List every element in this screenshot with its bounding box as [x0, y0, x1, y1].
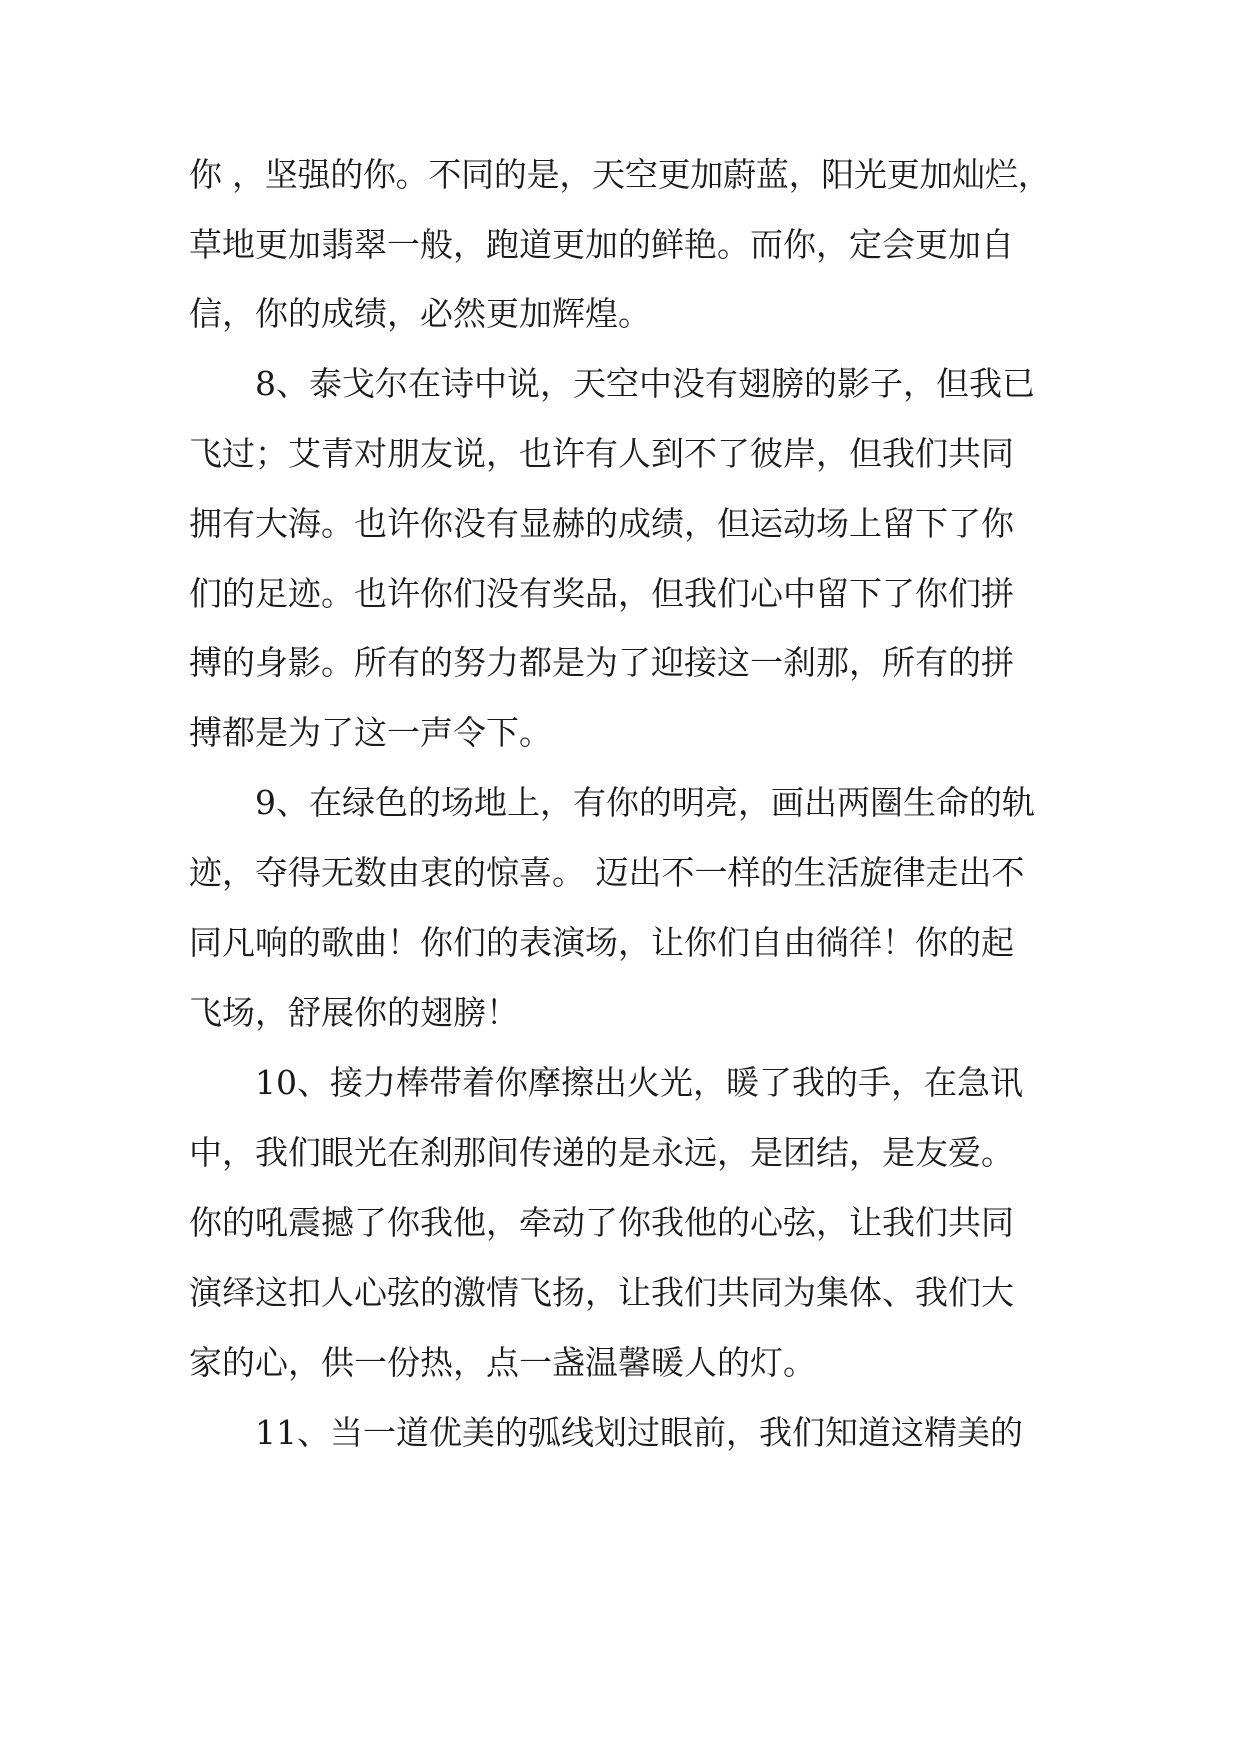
- paragraph-8-line: 们的足迹。也许你们没有奖品，但我们心中留下了你们拼: [189, 574, 1014, 613]
- paragraph-10-line: 10、接力棒带着你摩擦出火光，暖了我的手，在急讯: [255, 1063, 1023, 1102]
- paragraph-11-line: 11、当一道优美的弧线划过眼前，我们知道这精美的: [255, 1413, 1023, 1452]
- paragraph-10-line: 你的吼震撼了你我他，牵动了你我他的心弦，让我们共同: [189, 1203, 1014, 1242]
- paragraph-10-line: 演绎这扣人心弦的激情飞扬，让我们共同为集体、我们大: [189, 1273, 1014, 1312]
- paragraph-10-line: 中，我们眼光在刹那间传递的是永远，是团结，是友爱。: [189, 1133, 1014, 1172]
- paragraph-10-line: 家的心，供一份热，点一盏温馨暖人的灯。: [189, 1343, 816, 1382]
- paragraph-line: 信，你的成绩，必然更加辉煌。: [189, 294, 651, 333]
- paragraph-9-line: 迹，夺得无数由衷的惊喜。 迈出不一样的生活旋律走出不: [189, 853, 1025, 892]
- paragraph-line: 你 ，坚强的你。不同的是，天空更加蔚蓝，阳光更加灿烂，: [189, 155, 1051, 194]
- paragraph-8-line: 拥有大海。也许你没有显赫的成绩，但运动场上留下了你: [189, 504, 1014, 543]
- paragraph-9-line: 飞场，舒展你的翅膀！: [189, 993, 519, 1032]
- paragraph-line: 草地更加翡翠一般，跑道更加的鲜艳。而你，定会更加自: [189, 225, 1014, 264]
- paragraph-8-line: 搏的身影。所有的努力都是为了迎接这一刹那，所有的拼: [189, 643, 1014, 682]
- paragraph-9-line: 9、在绿色的场地上，有你的明亮，画出两圈生命的轨: [255, 783, 1035, 822]
- paragraph-8-line: 8、泰戈尔在诗中说，天空中没有翅膀的影子，但我已: [255, 364, 1035, 403]
- paragraph-9-line: 同凡响的歌曲！你们的表演场，让你们自由徜徉！你的起: [189, 923, 1014, 962]
- paragraph-8-line: 飞过；艾青对朋友说，也许有人到不了彼岸，但我们共同: [189, 434, 1014, 473]
- paragraph-8-line: 搏都是为了这一声令下。: [189, 713, 552, 752]
